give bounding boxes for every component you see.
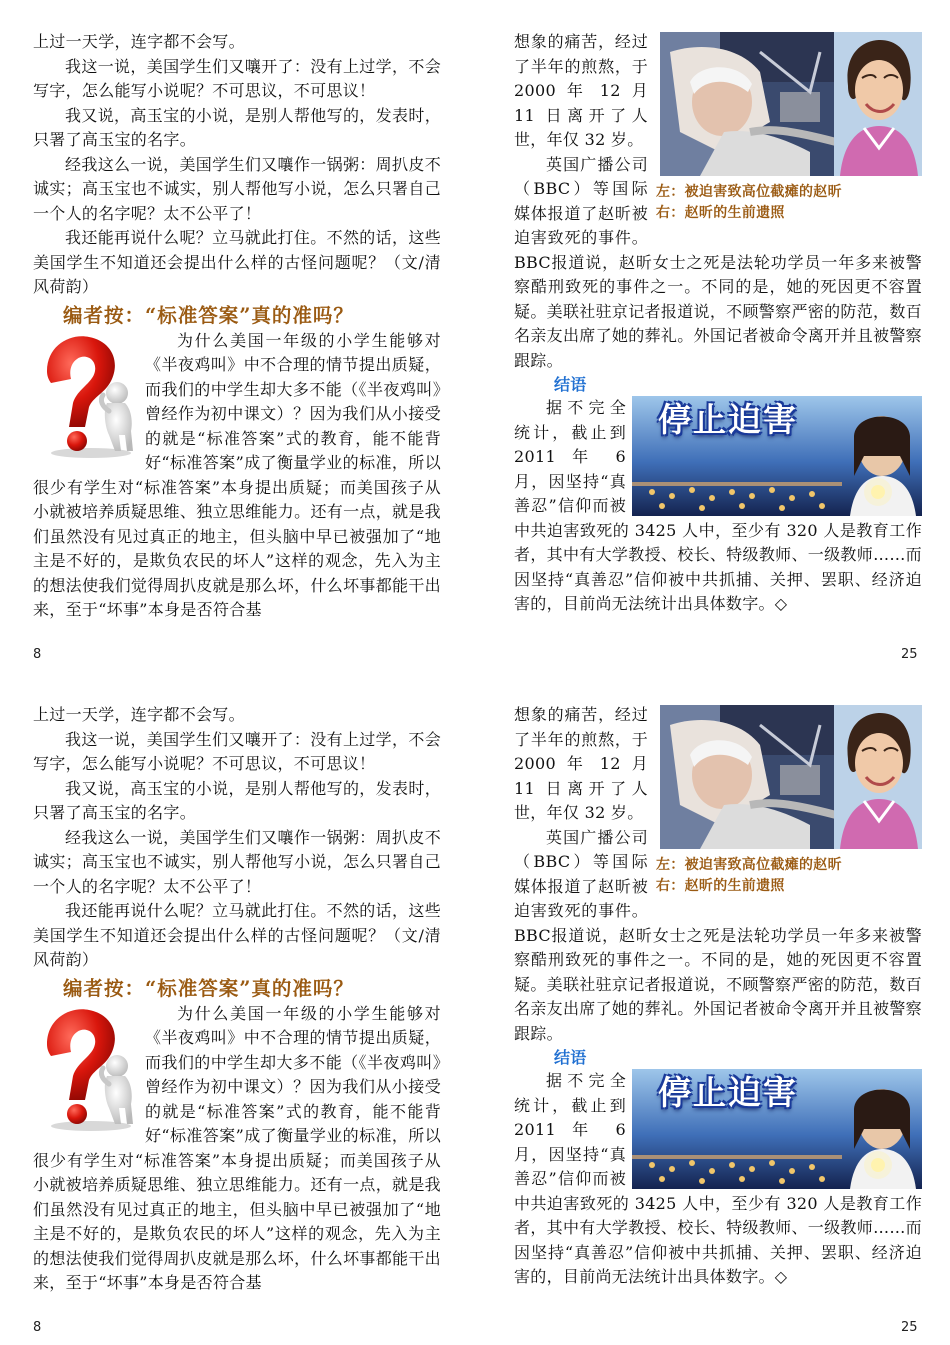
right-page-number: 25 [901, 1320, 918, 1335]
editor-note-heading: 编者按：“标准答案”真的准吗？ [63, 976, 354, 1000]
left-paragraph-5: 我还能再说什么呢？立马就此打住。不然的话，这些美国学生不知道还会提出什么样的古怪问题呢？（文/清风荷韵） [33, 901, 441, 969]
conclusion-heading: 结语 [554, 375, 587, 394]
left-page-column [33, 30, 441, 623]
stop-persecution-banner [632, 1069, 922, 1189]
editor-note-text: 为什么美国一年级的小学生能够对《半夜鸡叫》中不合理的情节提出质疑，而我们的中学生却大多不能（《半夜鸡叫》曾经作为初中课文）？因为我们从小接受的就是“标准答案”式的教育，能不能背好“标准答案”成了衡量学业的标准，所以很少有学生对“标准答案”本身提出质疑；而美国孩子从小就被培养质疑思维、独立思维能力。还有一点，就是我们虽然没有见过真正的地主，但头脑中早已被强加了“地主是不好的，是欺负农民的坏人”这样的观念，先入为主的想法使我们觉得周扒皮就是那么坏，什么坏事都能干出来，至于“坏事”本身是否符合基 [33, 330, 441, 619]
editor-note-heading: 编者按：“标准答案”真的准吗？ [63, 303, 354, 327]
left-page-number: 8 [33, 1320, 42, 1335]
bbc-paragraph: 英国广播公司（BBC）等国际媒体报道了赵昕被迫害致死的事件。BBC报道说，赵昕女士之死是法轮功学员一年多来被警察酷刑致死的事件之一。不同的是，她的死因更不容置疑。美联社驻京记者报道说，不顾警察严密的防范，数百名亲友出席了她的葬礼。外国记者被命令离开并且被警察跟踪。 [514, 827, 922, 1043]
photo-caption-right: 右：赵昕的生前遗照 [656, 205, 785, 221]
paralyzed-victim-photo [660, 705, 836, 849]
photo-caption-right: 右：赵昕的生前遗照 [656, 878, 785, 894]
left-paragraph-4: 经我这么一说，美国学生们又嚷作一锅粥：周扒皮不诚实；高玉宝也不诚实，别人帮他写小说，怎么只署自己一个人的名字呢？太不公平了！ [33, 827, 441, 896]
banner-title: 停止迫害 [658, 1073, 798, 1112]
left-paragraph-1: 上过一天学，连字都不会写。 [33, 705, 245, 724]
portrait-photo [834, 32, 922, 176]
conclusion-heading: 结语 [554, 1048, 587, 1067]
banner-title: 停止迫害 [658, 400, 798, 439]
left-paragraph-2: 我这一说，美国学生们又嚷开了：没有上过学，不会写字，怎么能写小说呢？不可思议，不可思议！ [33, 729, 441, 773]
page-spread-bottom [0, 673, 950, 1345]
right-page-column [514, 30, 922, 617]
portrait-photo [834, 705, 922, 849]
photo-caption-left: 左：被迫害致高位截瘫的赵昕 [656, 857, 842, 873]
left-page-number: 8 [33, 647, 42, 662]
left-paragraph-2: 我这一说，美国学生们又嚷开了：没有上过学，不会写字，怎么能写小说呢？不可思议，不可思议！ [33, 56, 441, 100]
left-paragraph-1: 上过一天学，连字都不会写。 [33, 32, 245, 51]
conclusion-text: 据不完全统计，截止到 2011 年 6 月，因坚持“真善忍”信仰而被中共迫害致死的 3425 人中，至少有 320 人是教育工作者，其中有大学教授、校长、特级教师、一级教师……而因坚持“真善忍”信仰被中共抓捕、关押、罢职、经济迫害的，目前尚无法统计出具体数字。◇ [514, 398, 922, 613]
right-paragraph-top: 想象的痛苦，经过了半年的煎熬，于 2000 年 12 月 11 日离开了人世，年仅 32 岁。 [514, 705, 648, 822]
left-paragraph-4: 经我这么一说，美国学生们又嚷作一锅粥：周扒皮不诚实；高玉宝也不诚实，别人帮他写小说，怎么只署自己一个人的名字呢？太不公平了！ [33, 154, 441, 223]
left-paragraph-5: 我还能再说什么呢？立马就此打住。不然的话，这些美国学生不知道还会提出什么样的古怪问题呢？（文/清风荷韵） [33, 228, 441, 296]
left-page-column [33, 703, 441, 1296]
photo-caption-left: 左：被迫害致高位截瘫的赵昕 [656, 184, 842, 200]
left-paragraph-3: 我又说，高玉宝的小说，是别人帮他写的，发表时，只署了高玉宝的名字。 [33, 105, 441, 149]
photo-group [654, 30, 922, 238]
right-page-column [514, 703, 922, 1290]
question-mark-figure-icon [33, 1004, 139, 1132]
right-paragraph-top: 想象的痛苦，经过了半年的煎熬，于 2000 年 12 月 11 日离开了人世，年仅 32 岁。 [514, 32, 648, 149]
question-mark-figure-icon [33, 331, 139, 459]
page-spread-top [0, 0, 950, 672]
right-page-number: 25 [901, 647, 918, 662]
paralyzed-victim-photo [660, 32, 836, 176]
conclusion-text: 据不完全统计，截止到 2011 年 6 月，因坚持“真善忍”信仰而被中共迫害致死的 3425 人中，至少有 320 人是教育工作者，其中有大学教授、校长、特级教师、一级教师……而因坚持“真善忍”信仰被中共抓捕、关押、罢职、经济迫害的，目前尚无法统计出具体数字。◇ [514, 1071, 922, 1286]
bbc-paragraph: 英国广播公司（BBC）等国际媒体报道了赵昕被迫害致死的事件。BBC报道说，赵昕女士之死是法轮功学员一年多来被警察酷刑致死的事件之一。不同的是，她的死因更不容置疑。美联社驻京记者报道说，不顾警察严密的防范，数百名亲友出席了她的葬礼。外国记者被命令离开并且被警察跟踪。 [514, 154, 922, 370]
editor-note-text: 为什么美国一年级的小学生能够对《半夜鸡叫》中不合理的情节提出质疑，而我们的中学生却大多不能（《半夜鸡叫》曾经作为初中课文）？因为我们从小接受的就是“标准答案”式的教育，能不能背好“标准答案”成了衡量学业的标准，所以很少有学生对“标准答案”本身提出质疑；而美国孩子从小就被培养质疑思维、独立思维能力。还有一点，就是我们虽然没有见过真正的地主，但头脑中早已被强加了“地主是不好的，是欺负农民的坏人”这样的观念，先入为主的想法使我们觉得周扒皮就是那么坏，什么坏事都能干出来，至于“坏事”本身是否符合基 [33, 1003, 441, 1292]
left-paragraph-3: 我又说，高玉宝的小说，是别人帮他写的，发表时，只署了高玉宝的名字。 [33, 778, 441, 822]
stop-persecution-banner [632, 396, 922, 516]
photo-group [654, 703, 922, 911]
